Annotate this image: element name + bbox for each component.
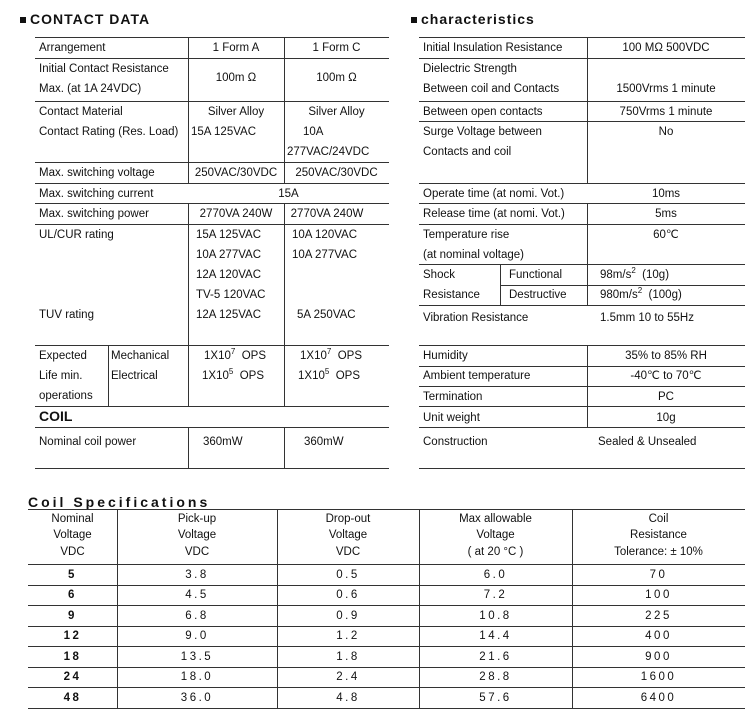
coil-specs-header-cell: VDC bbox=[335, 546, 361, 558]
coil-specs-cell: 6.8 bbox=[185, 610, 209, 622]
coil-specs-cell: 14.4 bbox=[479, 630, 512, 642]
coil-specs-cell: 18.0 bbox=[180, 671, 214, 683]
divider bbox=[419, 305, 745, 306]
divider bbox=[35, 203, 389, 204]
divider bbox=[35, 224, 389, 225]
divider bbox=[419, 264, 745, 265]
coil-specs-header-cell: Pick-up bbox=[177, 513, 217, 525]
resistance-label-1: Initial Contact Resistance bbox=[39, 63, 169, 75]
exponent: 7 bbox=[326, 347, 332, 356]
dielectric-label-1: Dielectric Strength bbox=[423, 63, 517, 75]
coil-specs-nominal-voltage: 18 bbox=[63, 651, 82, 663]
coil-specs-cell: 13.5 bbox=[180, 651, 214, 663]
characteristics-title: characteristics bbox=[421, 11, 535, 27]
coil-specs-cell: 0.6 bbox=[336, 589, 360, 601]
coil-specs-header-cell: VDC bbox=[60, 546, 85, 558]
divider bbox=[419, 203, 745, 204]
coil-specs-header-cell: Resistance bbox=[630, 529, 687, 541]
divider bbox=[28, 667, 745, 668]
resistance-form-c: 100m Ω bbox=[316, 72, 357, 84]
extra: (100g) bbox=[642, 289, 682, 301]
shock-functional-label: Functional bbox=[509, 269, 563, 281]
coil-specs-cell: 100 bbox=[645, 589, 672, 601]
material-label: Contact Material bbox=[39, 106, 123, 118]
dielectric-value: 1500Vrms 1 minute bbox=[616, 83, 716, 95]
divider bbox=[419, 101, 745, 102]
divider bbox=[35, 101, 389, 102]
contact-data-title: CONTACT DATA bbox=[30, 11, 151, 27]
coil-specs-nominal-voltage: 6 bbox=[68, 589, 77, 601]
divider bbox=[419, 37, 745, 38]
life-label-1: Expected bbox=[39, 350, 87, 362]
coil-specs-header-cell: ( at 20 °C ) bbox=[467, 546, 524, 558]
coil-specs-header-cell: Voltage bbox=[53, 529, 92, 541]
ulcur-form-c-2: 10A 277VAC bbox=[292, 249, 358, 261]
operate-time-value: 10ms bbox=[651, 188, 681, 200]
unit: OPS bbox=[241, 350, 266, 362]
shock-label-1: Shock bbox=[423, 269, 455, 281]
surge-label-2: Contacts and coil bbox=[423, 146, 512, 158]
ulcur-form-a-2: 10A 277VAC bbox=[196, 249, 262, 261]
coil-specs-cell: 400 bbox=[645, 630, 672, 642]
exponent: 2 bbox=[637, 286, 643, 295]
voltage-form-c: 250VAC/30VDC bbox=[295, 167, 378, 179]
divider bbox=[188, 427, 189, 468]
construction-label: Construction bbox=[423, 436, 488, 448]
life-electrical-form-c bbox=[298, 369, 360, 383]
power-label: Max. switching power bbox=[39, 208, 149, 220]
open-contacts-value: 750Vrms 1 minute bbox=[619, 106, 713, 118]
temp-rise-label-1: Temperature rise bbox=[423, 229, 510, 241]
coil-specs-cell: 1.2 bbox=[336, 630, 360, 642]
coil-specs-cell: 1600 bbox=[640, 671, 677, 683]
coil-power-label: Nominal coil power bbox=[39, 436, 137, 448]
coil-specs-cell: 6.0 bbox=[483, 569, 508, 581]
ambient-temp-value: -40℃ to 70℃ bbox=[630, 370, 702, 382]
unit-weight-value: 10g bbox=[656, 412, 676, 424]
divider bbox=[28, 626, 745, 627]
life-mechanical-label: Mechanical bbox=[111, 350, 170, 362]
coil-specs-heading: Coil Specifications bbox=[28, 494, 211, 510]
extra: (10g) bbox=[635, 269, 670, 281]
coil-specs-header-cell: Nominal bbox=[51, 513, 94, 525]
characteristics-heading bbox=[411, 11, 535, 27]
divider bbox=[419, 427, 745, 428]
coil-specs-cell: 1.8 bbox=[336, 651, 360, 663]
divider bbox=[28, 708, 745, 709]
divider bbox=[419, 345, 745, 346]
coil-specs-cell: 10.8 bbox=[479, 610, 512, 622]
coil-specs-cell: 28.8 bbox=[479, 671, 512, 683]
rating-form-c-1: 10A bbox=[303, 126, 324, 138]
unit: OPS bbox=[337, 350, 362, 362]
rating-form-c-2: 277VAC/24VDC bbox=[287, 146, 370, 158]
unit: OPS bbox=[239, 370, 264, 382]
divider bbox=[284, 427, 285, 468]
humidity-value: 35% to 85% RH bbox=[625, 350, 707, 362]
coil-specs-header-cell: Voltage bbox=[476, 529, 515, 541]
coil-specs-cell: 4.5 bbox=[185, 589, 209, 601]
divider bbox=[419, 386, 745, 387]
divider bbox=[500, 285, 745, 286]
divider bbox=[419, 183, 745, 184]
operate-time-label: Operate time (at nomi. Vot.) bbox=[423, 188, 565, 200]
shock-destructive-label: Destructive bbox=[509, 289, 567, 301]
coil-specs-cell: 36.0 bbox=[180, 692, 214, 704]
insulation-value: 100 MΩ 500VDC bbox=[622, 42, 710, 54]
arrangement-form-a: 1 Form A bbox=[212, 42, 260, 54]
humidity-label: Humidity bbox=[423, 350, 468, 362]
temp-rise-label-2: (at nominal voltage) bbox=[423, 249, 524, 261]
coil-specs-cell: 900 bbox=[645, 651, 672, 663]
current-label: Max. switching current bbox=[39, 188, 154, 200]
coil-specs-header-cell: Tolerance: ± 10% bbox=[614, 546, 703, 558]
exponent: 2 bbox=[631, 266, 636, 275]
open-contacts-label: Between open contacts bbox=[423, 106, 543, 118]
exponent: 5 bbox=[228, 367, 234, 376]
divider bbox=[35, 58, 389, 59]
ulcur-form-a-1: 15A 125VAC bbox=[196, 229, 262, 241]
termination-value: PC bbox=[658, 391, 674, 403]
coil-specs-cell: 0.9 bbox=[336, 610, 360, 622]
divider bbox=[28, 509, 745, 510]
divider bbox=[500, 264, 501, 305]
divider bbox=[35, 345, 389, 346]
unit-weight-label: Unit weight bbox=[423, 412, 480, 424]
value: 1X10 bbox=[300, 350, 327, 362]
divider bbox=[35, 162, 389, 163]
divider bbox=[35, 468, 389, 469]
coil-specs-header-cell: Voltage bbox=[328, 529, 368, 541]
power-form-c: 2770VA 240W bbox=[290, 208, 364, 220]
divider bbox=[188, 203, 189, 406]
coil-specs-cell: 0.5 bbox=[336, 569, 360, 581]
material-form-c: Silver Alloy bbox=[308, 106, 365, 118]
ulcur-label: UL/CUR rating bbox=[39, 229, 114, 241]
rating-label: Contact Rating (Res. Load) bbox=[39, 126, 179, 138]
divider bbox=[419, 406, 745, 407]
divider bbox=[419, 121, 745, 122]
life-label-2: Life min. bbox=[39, 370, 83, 382]
vibration-label: Vibration Resistance bbox=[423, 312, 529, 324]
coil-specs-cell: 2.4 bbox=[336, 671, 360, 683]
unit: OPS bbox=[335, 370, 360, 382]
life-electrical-label: Electrical bbox=[111, 370, 158, 382]
insulation-label: Initial Insulation Resistance bbox=[423, 42, 563, 54]
life-mechanical-form-a bbox=[204, 349, 266, 363]
square-bullet-icon bbox=[20, 17, 26, 23]
coil-specs-header-cell: Drop-out bbox=[325, 513, 371, 525]
value: 980m/s bbox=[600, 289, 638, 301]
release-time-label: Release time (at nomi. Vot.) bbox=[423, 208, 565, 220]
divider bbox=[28, 605, 745, 606]
release-time-value: 5ms bbox=[655, 208, 677, 220]
divider bbox=[28, 646, 745, 647]
coil-specs-cell: 9.0 bbox=[185, 630, 209, 642]
arrangement-form-c: 1 Form C bbox=[312, 42, 361, 54]
exponent: 7 bbox=[230, 347, 236, 356]
voltage-label: Max. switching voltage bbox=[39, 167, 155, 179]
surge-value: No bbox=[658, 126, 674, 138]
rating-form-a: 15A 125VAC bbox=[191, 126, 257, 138]
life-electrical-form-a bbox=[202, 369, 264, 383]
coil-specs-cell: 57.6 bbox=[479, 692, 512, 704]
coil-specs-cell: 4.8 bbox=[336, 692, 360, 704]
square-bullet-icon bbox=[411, 17, 417, 23]
tuv-form-a: 12A 125VAC bbox=[196, 309, 262, 321]
dielectric-label-2: Between coil and Contacts bbox=[423, 83, 560, 95]
material-form-a: Silver Alloy bbox=[207, 106, 265, 118]
arrangement-label: Arrangement bbox=[39, 42, 106, 54]
divider bbox=[28, 564, 745, 565]
construction-value: Sealed & Unsealed bbox=[598, 436, 697, 448]
divider bbox=[28, 585, 745, 586]
divider bbox=[35, 427, 389, 428]
divider bbox=[419, 468, 745, 469]
divider bbox=[108, 345, 109, 406]
coil-specs-nominal-voltage: 48 bbox=[63, 692, 82, 704]
ulcur-form-c-1: 10A 120VAC bbox=[292, 229, 358, 241]
coil-specs-header-cell: VDC bbox=[184, 546, 210, 558]
shock-label-2: Resistance bbox=[423, 289, 480, 301]
coil-specs-header-cell: Coil bbox=[648, 513, 669, 525]
life-label-3: operations bbox=[39, 390, 93, 402]
divider bbox=[35, 37, 389, 38]
coil-heading: COIL bbox=[39, 408, 73, 424]
ulcur-form-a-4: TV-5 120VAC bbox=[196, 289, 266, 301]
resistance-form-a: 100m Ω bbox=[215, 72, 257, 84]
tuv-label: TUV rating bbox=[39, 309, 94, 321]
divider bbox=[35, 406, 389, 407]
coil-specs-cell: 225 bbox=[645, 610, 672, 622]
coil-specs-nominal-voltage: 24 bbox=[63, 671, 82, 683]
coil-power-form-c: 360mW bbox=[304, 436, 344, 448]
divider bbox=[419, 366, 745, 367]
coil-specs-nominal-voltage: 5 bbox=[68, 569, 77, 581]
life-mechanical-form-c bbox=[300, 349, 362, 363]
temp-rise-value: 60℃ bbox=[653, 229, 679, 241]
voltage-form-a: 250VAC/30VDC bbox=[194, 167, 278, 179]
value: 98m/s bbox=[600, 269, 632, 281]
ambient-temp-label: Ambient temperature bbox=[423, 370, 531, 382]
divider bbox=[419, 224, 745, 225]
vibration-value: 1.5mm 10 to 55Hz bbox=[600, 312, 694, 324]
divider bbox=[284, 203, 285, 406]
divider bbox=[419, 58, 745, 59]
exponent: 5 bbox=[324, 367, 330, 376]
coil-specs-cell: 21.6 bbox=[479, 651, 512, 663]
surge-label-1: Surge Voltage between bbox=[423, 126, 542, 138]
value: 1X10 bbox=[204, 350, 231, 362]
divider bbox=[28, 687, 745, 688]
current-value: 15A bbox=[278, 188, 299, 200]
coil-specs-header-cell: Max allowable bbox=[459, 513, 532, 525]
shock-destructive-value bbox=[600, 288, 682, 302]
coil-specs-cell: 6400 bbox=[640, 692, 677, 704]
contact-data-heading bbox=[20, 11, 150, 27]
coil-specs-cell: 7.2 bbox=[483, 589, 508, 601]
coil-specs-nominal-voltage: 12 bbox=[63, 630, 82, 642]
termination-label: Termination bbox=[423, 391, 483, 403]
resistance-label-2: Max. (at 1A 24VDC) bbox=[39, 83, 142, 95]
value: 1X10 bbox=[298, 370, 325, 382]
coil-specs-cell: 70 bbox=[649, 569, 668, 581]
divider bbox=[35, 183, 389, 184]
coil-specs-cell: 3.8 bbox=[185, 569, 209, 581]
ulcur-form-a-3: 12A 120VAC bbox=[196, 269, 262, 281]
tuv-form-c: 5A 250VAC bbox=[297, 309, 356, 321]
coil-power-form-a: 360mW bbox=[203, 436, 243, 448]
value: 1X10 bbox=[202, 370, 229, 382]
power-form-a: 2770VA 240W bbox=[199, 208, 273, 220]
coil-specs-header-cell: Voltage bbox=[177, 529, 217, 541]
coil-specs-nominal-voltage: 9 bbox=[68, 610, 77, 622]
shock-functional-value bbox=[600, 268, 669, 282]
